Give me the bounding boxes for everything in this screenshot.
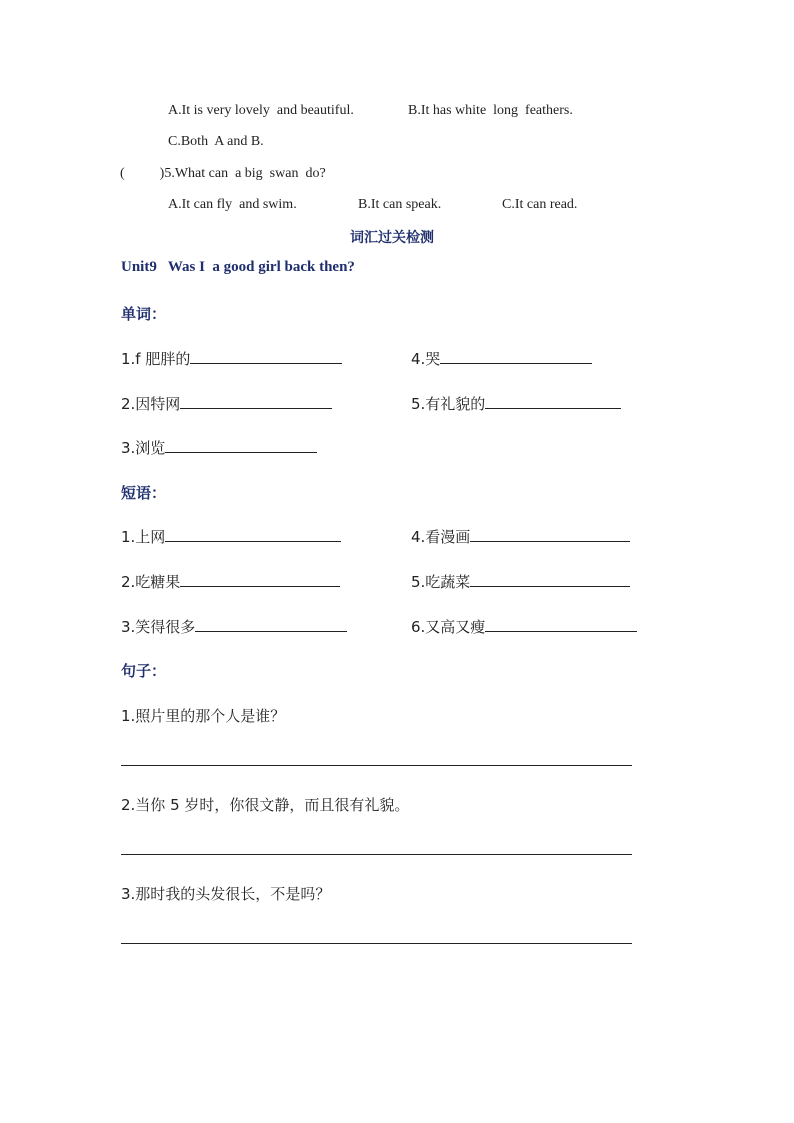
section-title: 词汇过关检测 xyxy=(350,230,434,246)
phrase-item-5: 5.吃蔬菜 xyxy=(411,571,630,592)
q4-option-a: A.It is very lovely and beautiful. xyxy=(168,103,354,118)
answer-blank[interactable] xyxy=(190,349,342,364)
q5-option-c: C.It can read. xyxy=(502,197,578,212)
q5-option-a: A.It can fly and swim. xyxy=(168,197,297,212)
words-heading: 单词： xyxy=(121,305,167,323)
answer-blank[interactable] xyxy=(180,572,340,587)
answer-blank[interactable] xyxy=(485,394,621,409)
word-item-2: 2.因特网 xyxy=(121,393,332,414)
sentence-answer-line[interactable] xyxy=(121,854,632,855)
answer-blank[interactable] xyxy=(470,527,630,542)
phrase-item-4: 4.看漫画 xyxy=(411,526,630,547)
answer-blank[interactable] xyxy=(485,617,637,632)
phrase-item-3: 3.笑得很多 xyxy=(121,616,347,637)
word-item-1: 1.f 肥胖的 xyxy=(121,348,342,369)
word-item-5: 5.有礼貌的 xyxy=(411,393,621,414)
phrase-item-6: 6.又高又瘦 xyxy=(411,616,637,637)
answer-blank[interactable] xyxy=(165,527,341,542)
answer-blank[interactable] xyxy=(440,349,592,364)
phrase-item-2: 2.吃糖果 xyxy=(121,571,340,592)
answer-blank[interactable] xyxy=(180,394,332,409)
phrases-heading: 短语： xyxy=(121,484,167,502)
word-item-3: 3.浏览 xyxy=(121,437,317,458)
answer-blank[interactable] xyxy=(195,617,347,632)
word-item-4: 4.哭 xyxy=(411,348,592,369)
answer-blank[interactable] xyxy=(165,438,317,453)
phrase-item-1: 1.上网 xyxy=(121,526,341,547)
unit-title: Unit9 Was I a good girl back then? xyxy=(121,259,355,275)
q5-question: ( )5.What can a big swan do? xyxy=(120,166,326,181)
sentence-answer-line[interactable] xyxy=(121,943,632,944)
sentence-answer-line[interactable] xyxy=(121,765,632,766)
q4-option-b: B.It has white long feathers. xyxy=(408,103,573,118)
sentences-heading: 句子： xyxy=(121,662,167,680)
sentence-item-3: 3.那时我的头发很长，不是吗？ xyxy=(121,885,331,903)
q5-option-b: B.It can speak. xyxy=(358,197,442,212)
sentence-item-1: 1.照片里的那个人是谁？ xyxy=(121,707,286,725)
q4-option-c: C.Both A and B. xyxy=(168,134,264,149)
answer-blank[interactable] xyxy=(470,572,630,587)
sentence-item-2: 2.当你 5 岁时，你很文静，而且很有礼貌。 xyxy=(121,796,410,814)
